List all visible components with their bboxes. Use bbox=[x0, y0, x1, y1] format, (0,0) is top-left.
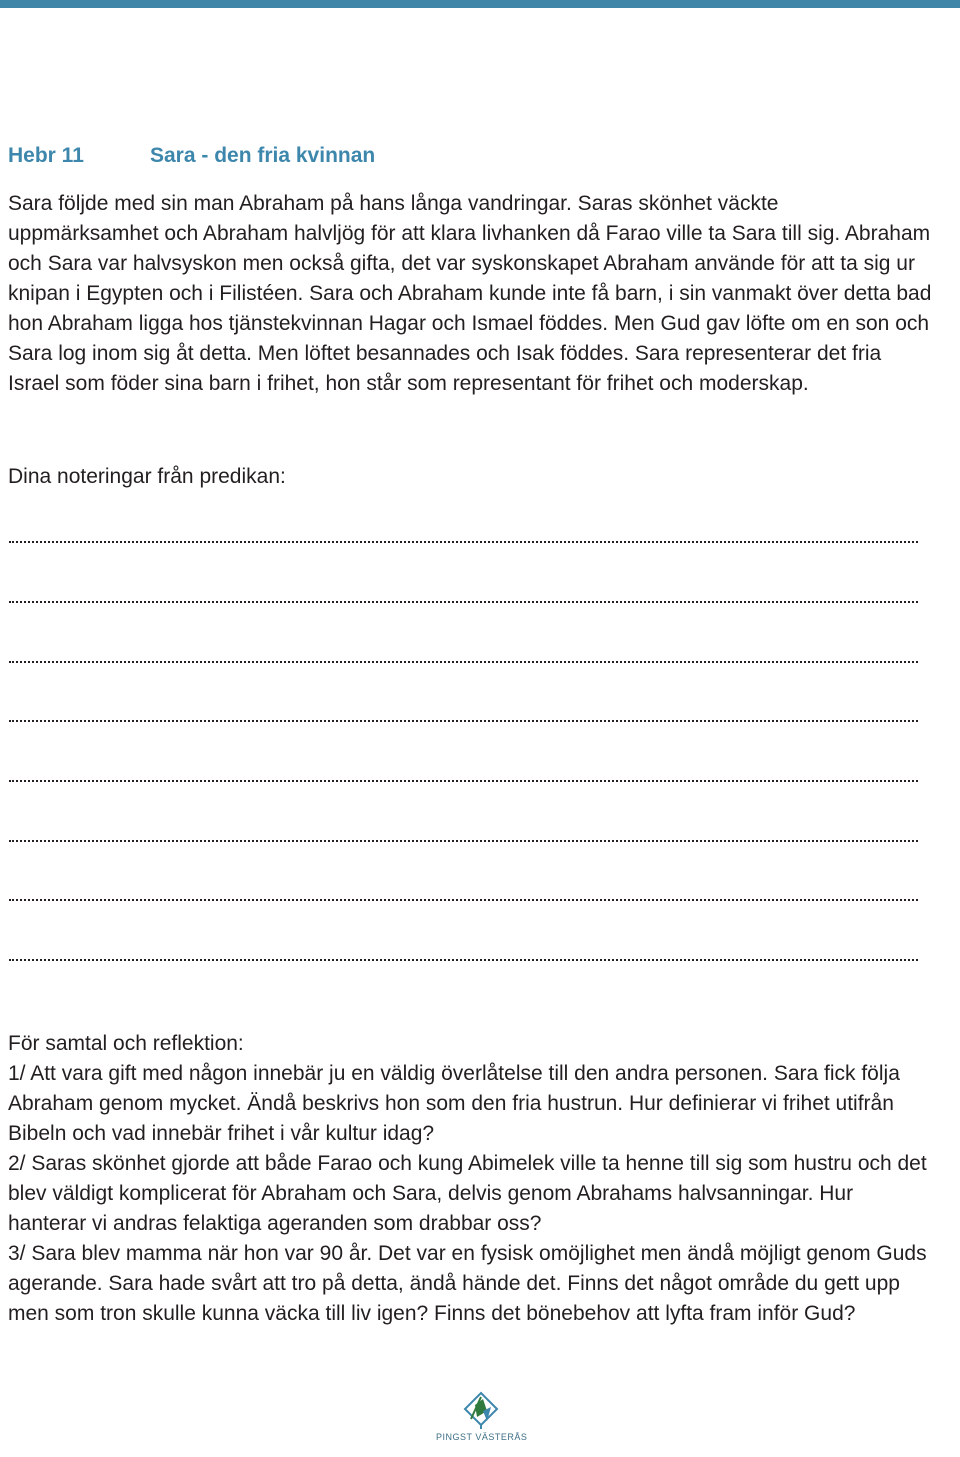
intro-paragraph: Sara följde med sin man Abraham på hans långa vandringar. Saras skönhet väckte uppmärksamhet och Abraham halvljög för att klara livhanken då Farao ville ta Sara till sig. Abraham och Sara var halvsyskon men också gifta, det var syskonskapet Abraham använde för att ta sig ur knipan i Egypten och i Filistéen. Sara och Abraham kunde inte få barn, i sin vanmakt över detta bad hon Abraham ligga hos tjänstekvinnan Hagar och Ismael föddes. Men Gud gav löfte om en son och Sara log inom sig åt detta. Men löftet besannades och Isak föddes. Sara representerar det fria Israel som föder sina barn i frihet, hon står som representant för frihet och moderskap. bbox=[8, 192, 932, 395]
reflection-question-2: 2/ Saras skönhet gjorde att både Farao och kung Abimelek ville ta henne till sig som hustru och det blev väldigt komplicerat för Abraham och Sara, delvis genom Abrahams halvsanningar. Hur hanterar vi andras felaktiga ageranden som drabbar oss? bbox=[8, 1152, 927, 1235]
scripture-reference: Hebr 11 bbox=[8, 144, 84, 167]
note-line[interactable] bbox=[9, 541, 918, 543]
logo-name: PINGST VÄSTERÅS bbox=[436, 1432, 528, 1442]
reflection-question-1: 1/ Att vara gift med någon innebär ju en väldig överlåtelse till den andra personen. Sara fick följa Abraham genom mycket. Ändå beskrivs hon som den fria hustrun. Hur definierar vi frihet utifrån Bibeln och vad innebär frihet i vår kultur idag? bbox=[8, 1062, 900, 1145]
reflection-question-3: 3/ Sara blev mamma när hon var 90 år. Det var en fysisk omöjlighet men ändå möjligt genom Guds agerande. Sara hade svårt att tro på detta, ändå hände det. Finns det något område du gett upp men som tron skulle kunna väcka till liv igen? Finns det bönebehov att lyfta fram inför Gud? bbox=[8, 1242, 927, 1325]
top-accent-rule bbox=[0, 0, 960, 8]
pingst-vasteras-logo-icon bbox=[457, 1391, 505, 1431]
footer-logo bbox=[436, 1391, 526, 1453]
note-line[interactable] bbox=[9, 899, 918, 901]
note-line[interactable] bbox=[9, 959, 918, 961]
reflection-label: För samtal och reflektion: bbox=[8, 1032, 244, 1055]
note-line[interactable] bbox=[9, 601, 918, 603]
note-line[interactable] bbox=[9, 840, 918, 842]
page-title: Sara - den fria kvinnan bbox=[150, 144, 376, 167]
note-line[interactable] bbox=[9, 661, 918, 663]
reflection-section bbox=[8, 1029, 933, 1329]
note-line[interactable] bbox=[9, 720, 918, 722]
note-line[interactable] bbox=[9, 780, 918, 782]
notes-label: Dina noteringar från predikan: bbox=[8, 465, 286, 488]
page-heading bbox=[8, 144, 375, 168]
